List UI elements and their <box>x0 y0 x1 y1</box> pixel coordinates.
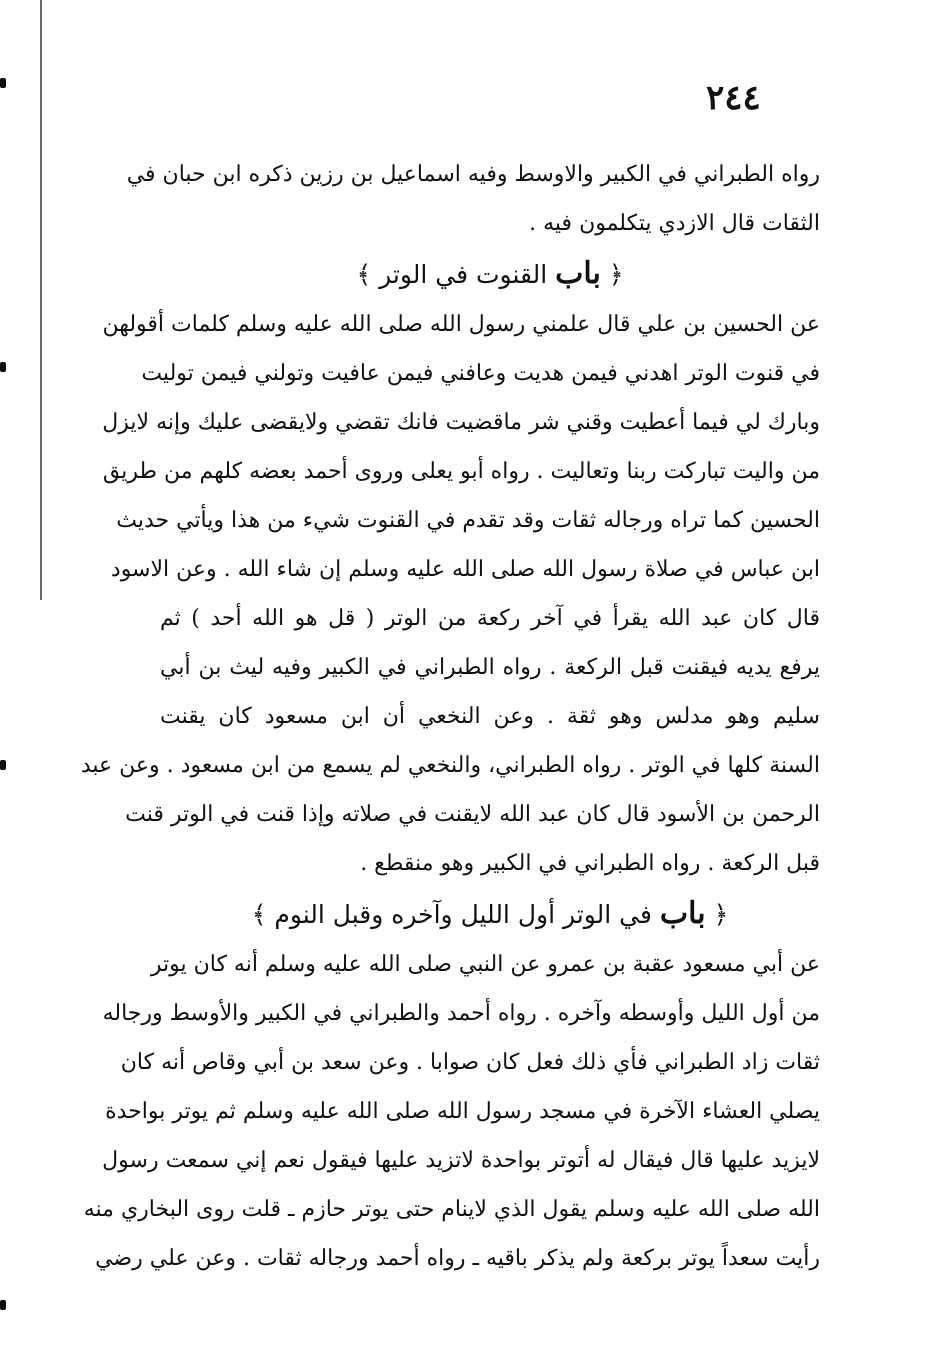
heading-bab-word: باب <box>659 896 706 931</box>
section-heading <box>160 888 820 940</box>
text-line: من واليت تباركت ربنا وتعاليت . رواه أبو يعلى وروى أحمد بعضه كلهم من طريق <box>102 459 820 484</box>
text-line: لايزيد عليها قال فيقال له أتوتر بواحدة لاتزيد عليها فيقول نعم إني سمعت رسول <box>102 1148 820 1173</box>
page-body <box>80 150 820 1283</box>
page-number: ٢٤٤ <box>706 78 761 118</box>
text-line: قال كان عبد الله يقرأ في آخر ركعة من الوتر ( قل هو الله أحد ) ثم <box>160 606 820 631</box>
margin-mark <box>0 1300 6 1310</box>
section-heading <box>160 248 820 300</box>
text-line: الرحمن بن الأسود قال كان عبد الله لايقنت في صلاته وإذا قنت في الوتر قنت <box>125 802 820 827</box>
heading-bracket-close: ﴾ <box>251 900 267 929</box>
text-line: قبل الركعة . رواه الطبراني في الكبير وهو منقطع . <box>360 851 820 876</box>
text-line: سليم وهو مدلس وهو ثقة . وعن النخعي أن ابن مسعود كان يقنت <box>160 704 820 729</box>
text-line: عن الحسين بن علي قال علمني رسول الله صلى الله عليه وسلم كلمات أقولهن <box>102 312 820 337</box>
text-line: رأيت سعداً يوتر بركعة ولم يذكر باقيه ـ رواه أحمد ورجاله ثقات . وعن علي رضي <box>95 1246 820 1271</box>
text-line: عن أبي مسعود عقبة بن عمرو عن النبي صلى الله عليه وسلم أنه كان يوتر <box>150 952 820 977</box>
heading-title: في الوتر أول الليل وآخره وقبل النوم <box>274 900 652 929</box>
text-line: ابن عباس في صلاة رسول الله صلى الله عليه وسلم إن شاء الله . وعن الاسود <box>110 557 820 582</box>
margin-mark <box>0 362 6 372</box>
heading-bracket-open: ﴿ <box>713 900 729 929</box>
text-line: وبارك لي فيما أعطيت وقني شر ماقضيت فانك تقضي ولايقضى عليك وإنه لايزل <box>102 410 820 435</box>
text-line: يصلي العشاء الآخرة في مسجد رسول الله صلى الله عليه وسلم ثم يوتر بواحدة <box>105 1099 820 1124</box>
text-line: رواه الطبراني في الكبير والاوسط وفيه اسماعيل بن رزين ذكره ابن حبان في <box>126 162 820 187</box>
heading-bracket-close: ﴾ <box>356 260 372 289</box>
text-line: السنة كلها في الوتر . رواه الطبراني، والنخعي لم يسمع من ابن مسعود . وعن عبد <box>80 753 820 778</box>
text-line: من أول الليل وأوسطه وآخره . رواه أحمد والطبراني في الكبير والأوسط ورجاله <box>102 1001 820 1026</box>
text-line: ثقات زاد الطبراني فأي ذلك فعل كان صوابا . وعن سعد بن أبي وقاص أنه كان <box>120 1050 820 1075</box>
margin-mark <box>0 760 6 770</box>
text-line: الله صلى الله عليه وسلم يقول الذي لاينام حتى يوتر حازم ـ قلت روى البخاري منه <box>83 1197 820 1222</box>
margin-mark <box>0 78 6 88</box>
scan-edge-line <box>40 0 42 600</box>
text-line: في قنوت الوتر اهدني فيمن هديت وعافني فيمن عافيت وتولني فيمن توليت <box>141 361 820 386</box>
text-line: الثقات قال الازدي يتكلمون فيه . <box>529 211 820 236</box>
heading-bracket-open: ﴿ <box>608 260 624 289</box>
heading-bab-word: باب <box>555 256 601 291</box>
text-line: يرفع يديه فيقنت قبل الركعة . رواه الطبراني في الكبير وفيه ليث بن أبي <box>160 655 820 680</box>
text-line: الحسين كما تراه ورجاله ثقات وقد تقدم في القنوت شيء من هذا ويأتي حديث <box>116 508 820 533</box>
heading-title: القنوت في الوتر <box>379 260 548 289</box>
